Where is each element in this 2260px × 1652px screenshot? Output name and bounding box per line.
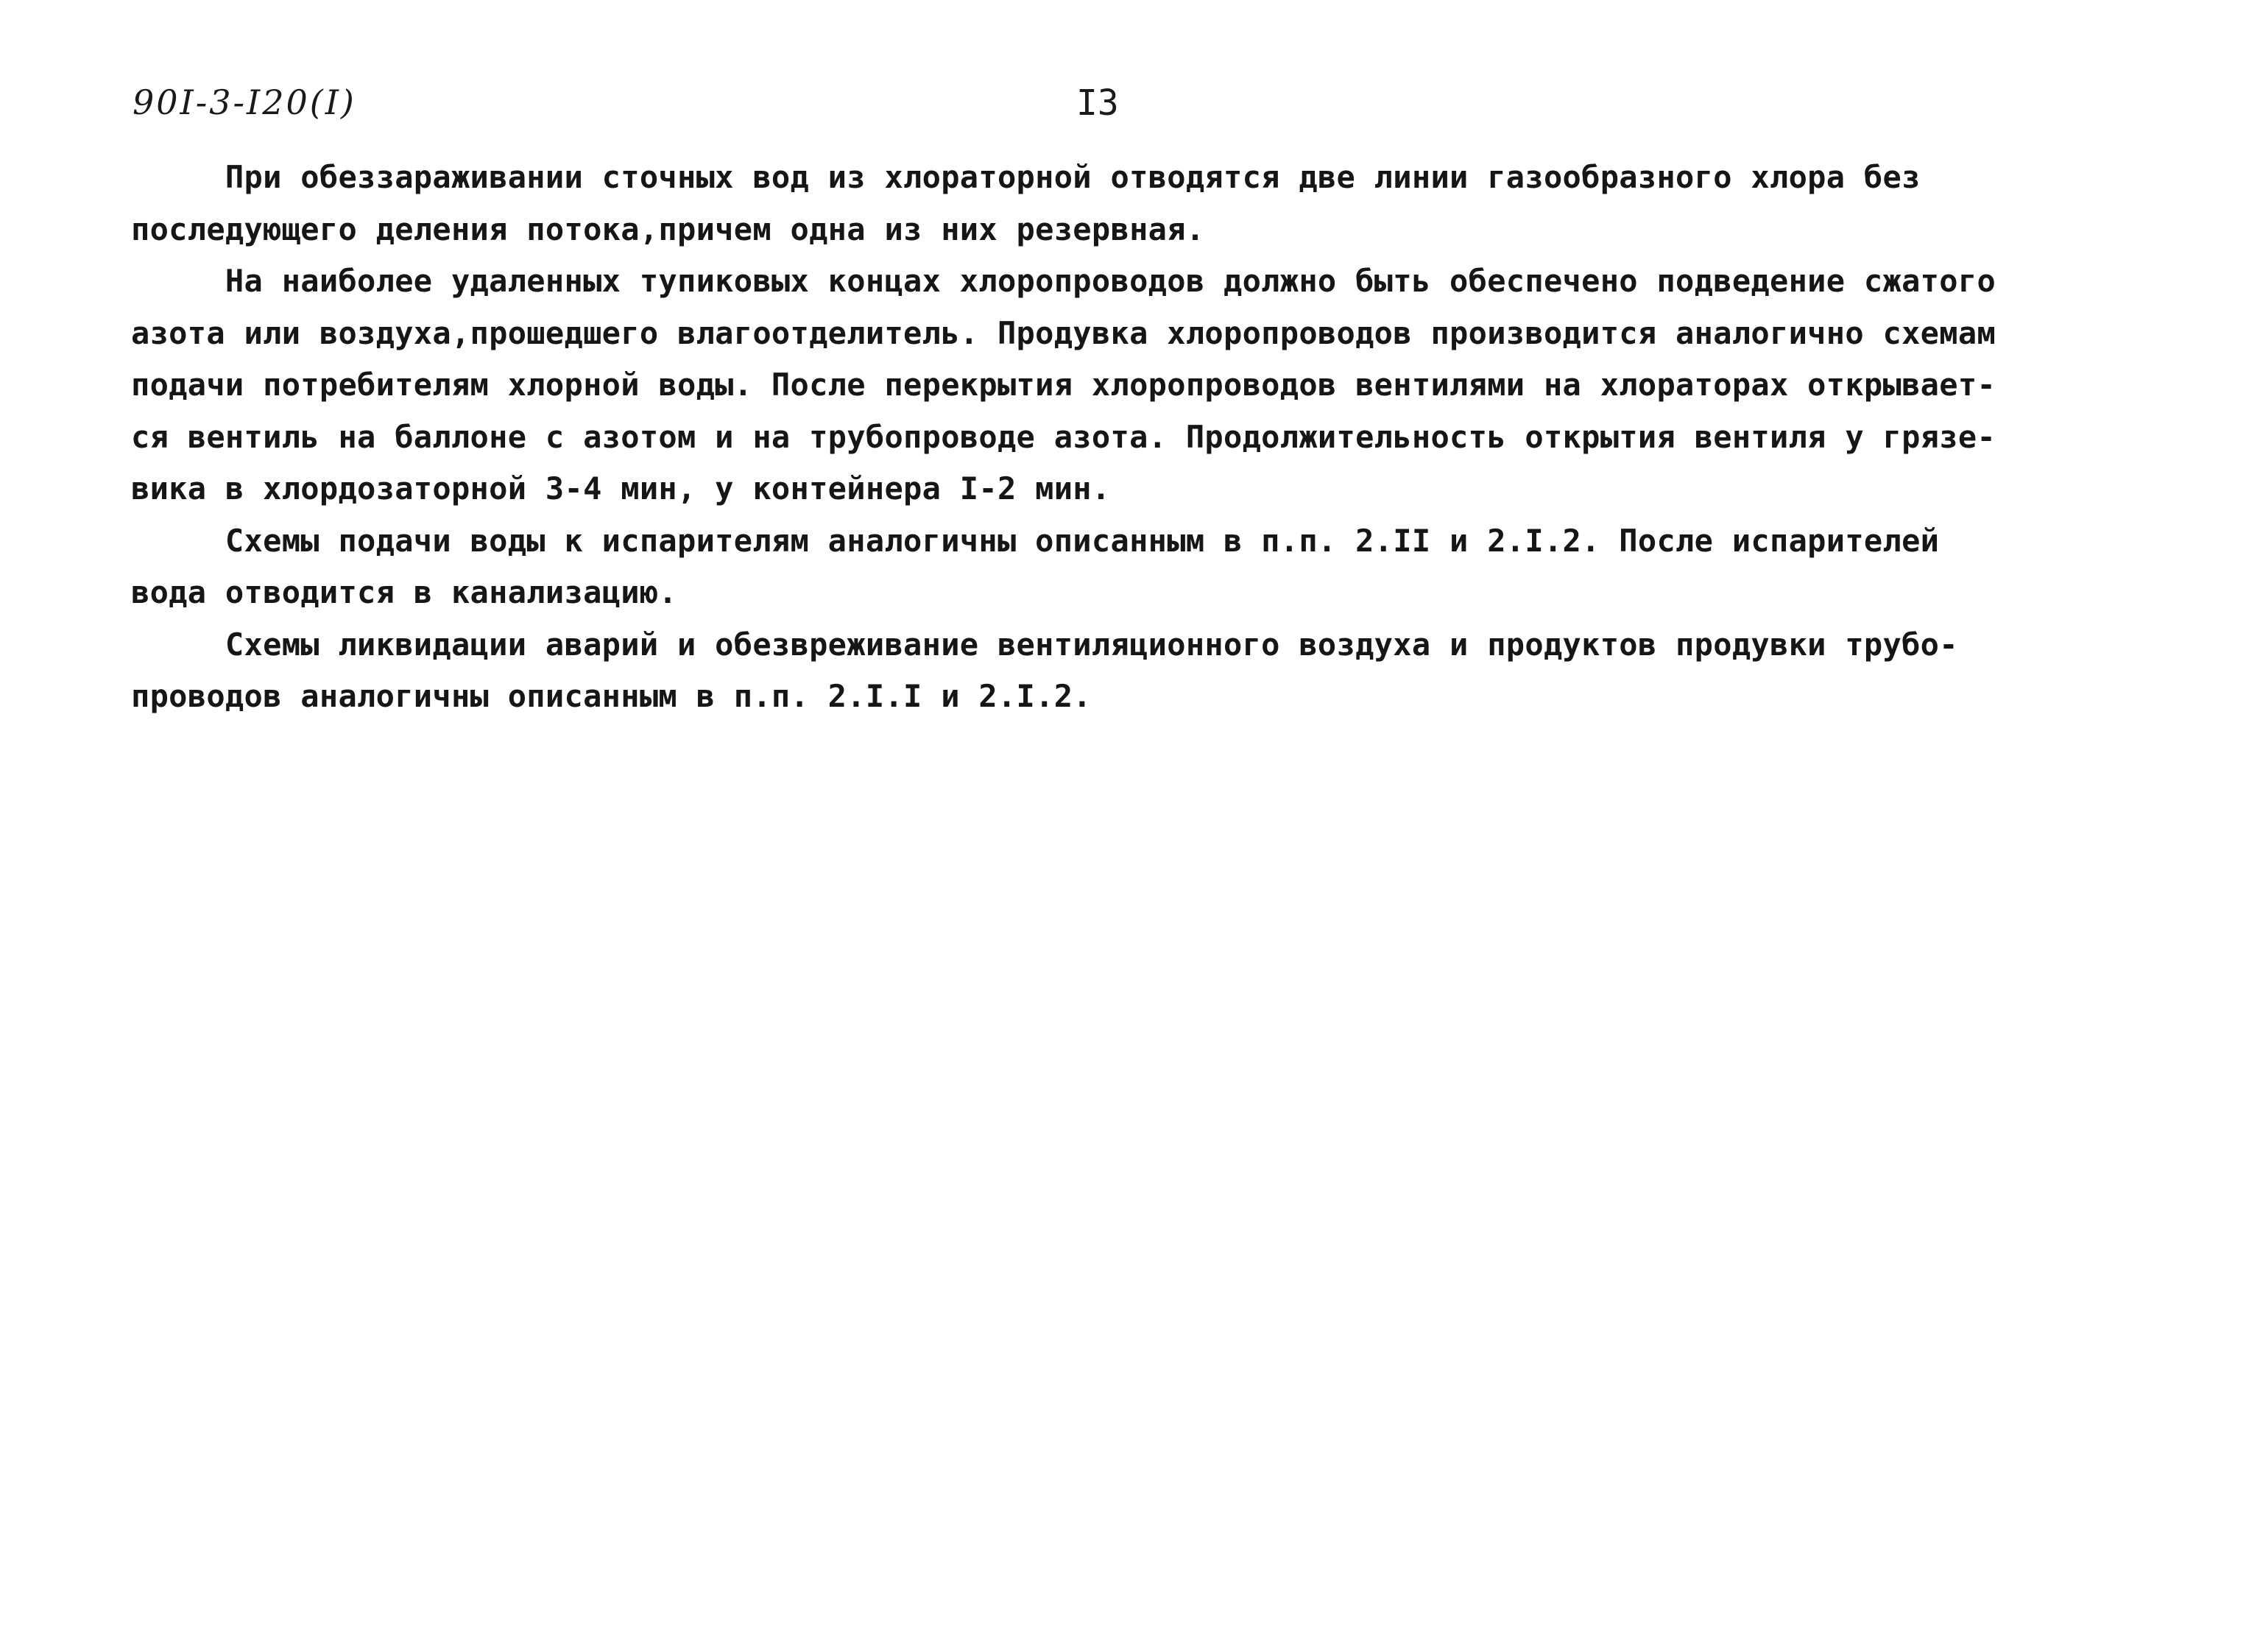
text-line: ся вентиль на баллоне с азотом и на трубопроводе азота. Продолжительность открытия вентиля у грязе- [131,418,1996,455]
paragraph-chlorine-lines [131,152,2192,255]
paragraph-evaporator-water [131,515,2192,619]
text-line: На наиболее удаленных тупиковых концах хлоропроводов должно быть обеспечено подведение сжатого [131,263,1996,299]
text-line: вода отводится в канализацию. [131,574,677,610]
paragraph-nitrogen-purge [131,255,2192,515]
text-line: Схемы ликвидации аварий и обезвреживание вентиляционного воздуха и продуктов продувки трубо- [131,626,1958,663]
text-line: Схемы подачи воды к испарителям аналогичны описанным в п.п. 2.II и 2.I.2. После испарителей [131,522,1940,559]
document-code: 90I-3-I20(I) [133,82,356,122]
text-line: вика в хлордозаторной 3-4 мин, у контейнера I-2 мин. [131,470,1111,506]
paragraph-accident-neutralization [131,619,2192,723]
text-line: При обеззараживании сточных вод из хлораторной отводятся две линии газообразного хлора без [131,159,1921,195]
document-body [131,152,2192,723]
text-line: проводов аналогичны описанным в п.п. 2.I.I и 2.I.2. [131,678,1092,714]
text-line: подачи потребителям хлорной воды. После перекрытия хлоропроводов вентилями на хлораторах открывает- [131,367,1996,403]
text-line: последующего деления потока,причем одна из них резервная. [131,211,1205,247]
text-line: азота или воздуха,прошедшего влагоотделитель. Продувка хлоропроводов производится аналогично схемам [131,314,1996,351]
page-number: I3 [1076,82,1119,124]
